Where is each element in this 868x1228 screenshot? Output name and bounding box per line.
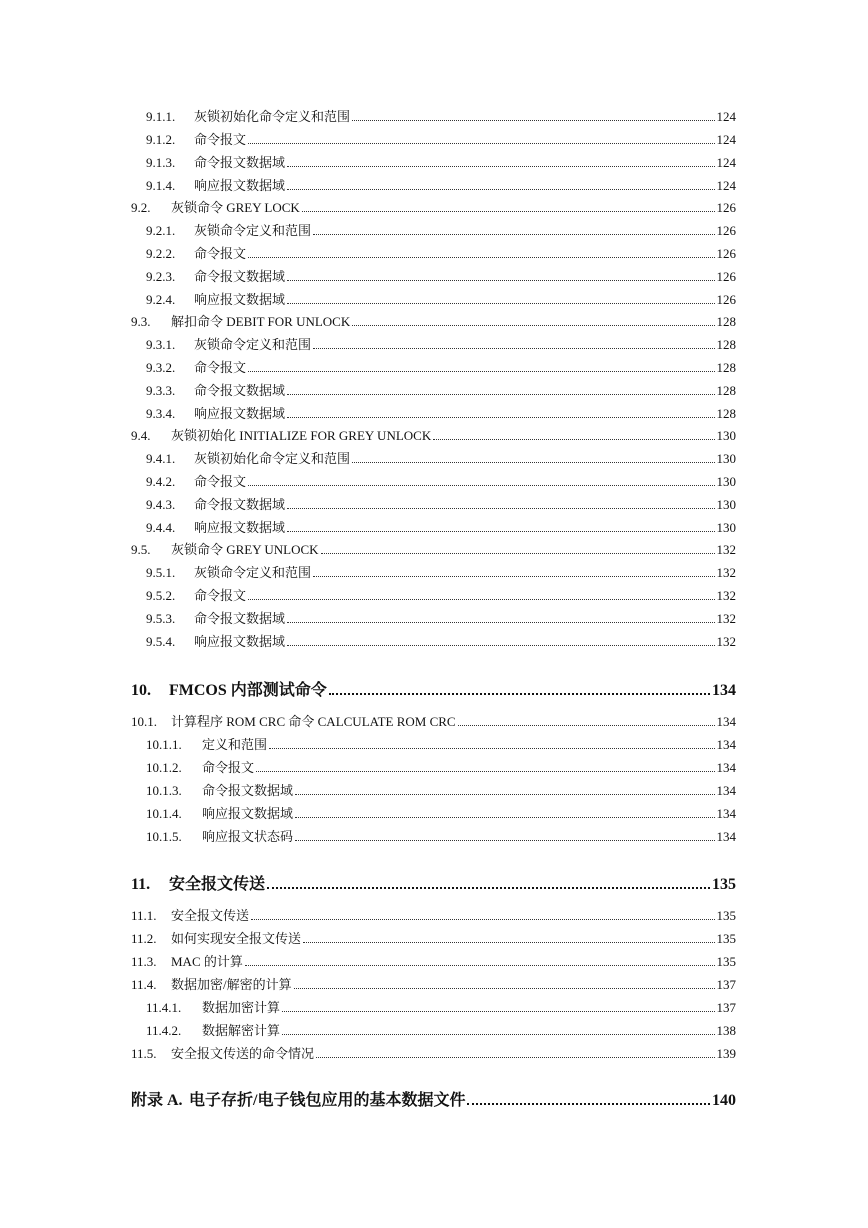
toc-entry[interactable]	[131, 872, 736, 894]
toc-entry-page-number: 135	[716, 908, 736, 923]
toc-entry-page-number: 124	[716, 155, 736, 170]
toc-entry-number: 9.2.	[131, 200, 151, 215]
toc-entry-page-number: 137	[716, 1000, 736, 1015]
toc-entry-page-number: 130	[716, 520, 736, 535]
dot-leader	[256, 771, 714, 772]
toc-entry-title: 安全报文传送	[171, 908, 250, 923]
toc-entry-title: 命令报文数据域	[194, 269, 286, 284]
toc-entry[interactable]	[146, 632, 736, 650]
toc-entry[interactable]	[146, 358, 736, 376]
dot-leader	[467, 1103, 710, 1105]
toc-entry-page-number: 128	[716, 337, 736, 352]
dot-leader	[321, 553, 715, 554]
toc-entry-title: 响应报文状态码	[202, 829, 294, 844]
toc-entry-title: 响应报文数据域	[194, 178, 286, 193]
toc-entry-page-number: 130	[716, 428, 736, 443]
dot-leader	[267, 887, 710, 889]
toc-entry-number: 11.5.	[131, 1046, 157, 1061]
toc-entry-number: 10.1.4.	[146, 806, 182, 821]
toc-entry-number: 9.5.3.	[146, 611, 176, 626]
dot-leader	[295, 794, 714, 795]
toc-entry-number: 9.3.1.	[146, 337, 176, 352]
toc-entry-number: 11.2.	[131, 931, 157, 946]
toc-entry-number: 9.1.1.	[146, 109, 176, 124]
toc-entry-page-number: 128	[716, 406, 736, 421]
toc-entry-number: 9.5.2.	[146, 588, 176, 603]
toc-entry[interactable]	[146, 290, 736, 308]
toc-entry[interactable]	[131, 952, 736, 970]
dot-leader	[313, 234, 714, 235]
toc-entry[interactable]	[146, 176, 736, 194]
toc-entry[interactable]	[146, 130, 736, 148]
toc-entry[interactable]	[146, 735, 736, 753]
toc-entry-number: 10.1.5.	[146, 829, 182, 844]
toc-entry-title: FMCOS 内部测试命令	[169, 682, 327, 699]
toc-entry-page-number: 132	[716, 565, 736, 580]
dot-leader	[248, 599, 714, 600]
toc-entry-title: 安全报文传送的命令情况	[171, 1046, 315, 1061]
toc-entry-page-number: 139	[716, 1046, 736, 1061]
toc-entry-page-number: 126	[716, 292, 736, 307]
toc-entry-page-number: 124	[716, 109, 736, 124]
toc-entry-title: 灰锁命令 GREY UNLOCK	[171, 542, 319, 557]
toc-entry-number: 9.2.1.	[146, 223, 176, 238]
dot-leader	[433, 439, 714, 440]
toc-entry[interactable]	[146, 1021, 736, 1039]
toc-entry-number: 9.5.4.	[146, 634, 176, 649]
toc-entry[interactable]	[146, 107, 736, 125]
toc-entry-title: 响应报文数据域	[194, 634, 286, 649]
toc-entry-number: 9.2.2.	[146, 246, 176, 261]
dot-leader	[303, 942, 714, 943]
toc-entry-title: 命令报文	[194, 246, 247, 261]
toc-entry-title: 灰锁命令 GREY LOCK	[171, 200, 300, 215]
dot-leader	[316, 1057, 714, 1058]
dot-leader	[287, 166, 714, 167]
toc-entry[interactable]	[146, 827, 736, 845]
toc-entry-number: 9.1.4.	[146, 178, 176, 193]
toc-entry-title: 命令报文	[194, 360, 247, 375]
toc-entry-page-number: 134	[712, 682, 736, 699]
toc-entry[interactable]	[146, 758, 736, 776]
toc-entry-number: 9.2.3.	[146, 269, 176, 284]
toc-entry-page-number: 126	[716, 246, 736, 261]
toc-entry-number: 9.3.4.	[146, 406, 176, 421]
toc-entry[interactable]	[146, 609, 736, 627]
toc-entry-page-number: 126	[716, 269, 736, 284]
toc-entry-title: 命令报文	[194, 132, 247, 147]
toc-entry-title: 数据加密计算	[202, 1000, 281, 1015]
dot-leader	[282, 1011, 714, 1012]
toc-entry[interactable]	[131, 1044, 736, 1062]
dot-leader	[248, 371, 714, 372]
toc-entry-number: 10.1.3.	[146, 783, 182, 798]
toc-entry-page-number: 134	[716, 714, 736, 729]
toc-entry-title: 响应报文数据域	[202, 806, 294, 821]
dot-leader	[313, 576, 714, 577]
toc-entry-number: 9.3.2.	[146, 360, 176, 375]
dot-leader	[287, 417, 714, 418]
dot-leader	[287, 531, 714, 532]
toc-entry-page-number: 132	[716, 588, 736, 603]
toc-entry-number: 11.3.	[131, 954, 157, 969]
toc-entry-title: 解扣命令 DEBIT FOR UNLOCK	[171, 314, 351, 329]
dot-leader	[329, 693, 710, 695]
dot-leader	[287, 189, 714, 190]
toc-entry-title: 计算程序 ROM CRC 命令 CALCULATE ROM CRC	[171, 714, 456, 729]
toc-entry-page-number: 132	[716, 634, 736, 649]
toc-entry-number: 9.4.4.	[146, 520, 176, 535]
toc-entry-title: 命令报文数据域	[194, 383, 286, 398]
toc-entry-title: 命令报文	[202, 760, 255, 775]
toc-entry-page-number: 134	[716, 783, 736, 798]
dot-leader	[313, 348, 714, 349]
toc-entry-title: 命令报文数据域	[194, 497, 286, 512]
toc-entry-number: 11.4.	[131, 977, 157, 992]
dot-leader	[352, 325, 714, 326]
toc-entry[interactable]	[146, 781, 736, 799]
toc-entry-page-number: 130	[716, 451, 736, 466]
toc-entry-title: 灰锁命令定义和范围	[194, 337, 312, 352]
toc-entry[interactable]	[131, 929, 736, 947]
toc-entry-number: 9.1.2.	[146, 132, 176, 147]
toc-entry[interactable]	[146, 267, 736, 285]
dot-leader	[248, 143, 714, 144]
toc-entry-title: 响应报文数据域	[194, 520, 286, 535]
toc-entry-number: 9.4.3.	[146, 497, 176, 512]
toc-entry[interactable]	[131, 975, 736, 993]
toc-entry[interactable]	[146, 563, 736, 581]
dot-leader	[248, 257, 714, 258]
toc-entry[interactable]	[131, 1088, 736, 1110]
toc-entry-page-number: 135	[712, 876, 736, 893]
toc-entry-title: 命令报文数据域	[202, 783, 294, 798]
toc-entry-title: 数据加密/解密的计算	[171, 977, 292, 992]
toc-entry-title: 灰锁命令定义和范围	[194, 223, 312, 238]
toc-entry[interactable]	[146, 804, 736, 822]
dot-leader	[352, 120, 714, 121]
toc-entry-title: 命令报文数据域	[194, 611, 286, 626]
toc-entry-number: 9.5.1.	[146, 565, 176, 580]
toc-entry[interactable]	[146, 221, 736, 239]
toc-entry[interactable]	[146, 518, 736, 536]
toc-entry-title: 安全报文传送	[169, 876, 266, 893]
toc-entry-title: MAC 的计算	[171, 954, 243, 969]
dot-leader	[287, 280, 714, 281]
toc-entry-number: 9.1.3.	[146, 155, 176, 170]
toc-entry-number: 9.3.3.	[146, 383, 176, 398]
toc-entry-title: 响应报文数据域	[194, 292, 286, 307]
toc-entry-page-number: 137	[716, 977, 736, 992]
toc-entry-title: 灰锁初始化命令定义和范围	[194, 451, 351, 466]
toc-entry-page-number: 132	[716, 542, 736, 557]
toc-entry-title: 命令报文	[194, 474, 247, 489]
toc-entry-number: 11.4.2.	[146, 1023, 182, 1038]
dot-leader	[287, 645, 714, 646]
toc-entry-page-number: 134	[716, 760, 736, 775]
toc-entry-page-number: 124	[716, 178, 736, 193]
toc-entry-number: 9.3.	[131, 314, 151, 329]
toc-entry[interactable]	[131, 312, 736, 330]
toc-entry[interactable]	[131, 678, 736, 700]
toc-entry-title: 灰锁初始化 INITIALIZE FOR GREY UNLOCK	[171, 428, 432, 443]
toc-entry-number: 10.1.1.	[146, 737, 182, 752]
toc-entry-number: 10.	[131, 682, 151, 699]
dot-leader	[302, 211, 715, 212]
dot-leader	[295, 817, 714, 818]
toc-entry-title: 电子存折/电子钱包应用的基本数据文件	[189, 1092, 466, 1109]
toc-entry[interactable]	[146, 381, 736, 399]
dot-leader	[352, 462, 714, 463]
toc-entry-number: 10.1.2.	[146, 760, 182, 775]
toc-entry-page-number: 134	[716, 806, 736, 821]
toc-entry-number: 附录 A.	[131, 1092, 183, 1109]
toc-entry-page-number: 126	[716, 200, 736, 215]
toc-entry-title: 命令报文数据域	[194, 155, 286, 170]
toc-entry-number: 9.4.	[131, 428, 151, 443]
toc-entry[interactable]	[146, 153, 736, 171]
toc-entry[interactable]	[131, 426, 736, 444]
dot-leader	[294, 988, 715, 989]
toc-entry-number: 11.1.	[131, 908, 157, 923]
toc-entry-title: 灰锁命令定义和范围	[194, 565, 312, 580]
toc-entry-page-number: 134	[716, 829, 736, 844]
toc-entry-page-number: 135	[716, 954, 736, 969]
toc-entry[interactable]	[131, 540, 736, 558]
toc-entry-page-number: 134	[716, 737, 736, 752]
toc-entry-number: 9.5.	[131, 542, 151, 557]
toc-entry-page-number: 128	[716, 314, 736, 329]
toc-entry[interactable]	[146, 998, 736, 1016]
toc-entry-page-number: 138	[716, 1023, 736, 1038]
toc-entry-title: 命令报文	[194, 588, 247, 603]
toc-entry-page-number: 126	[716, 223, 736, 238]
toc-entry[interactable]	[146, 335, 736, 353]
toc-entry[interactable]	[146, 472, 736, 490]
dot-leader	[295, 840, 714, 841]
toc-entry-number: 9.2.4.	[146, 292, 176, 307]
toc-entry[interactable]	[146, 449, 736, 467]
dot-leader	[287, 303, 714, 304]
toc-entry-title: 灰锁初始化命令定义和范围	[194, 109, 351, 124]
dot-leader	[287, 394, 714, 395]
toc-entry-title: 响应报文数据域	[194, 406, 286, 421]
toc-entry-number: 11.	[131, 876, 151, 893]
dot-leader	[282, 1034, 714, 1035]
toc-entry-page-number: 132	[716, 611, 736, 626]
toc-entry-page-number: 130	[716, 474, 736, 489]
toc-entry-page-number: 128	[716, 383, 736, 398]
toc-entry-title: 如何实现安全报文传送	[171, 931, 302, 946]
dot-leader	[251, 919, 714, 920]
toc-entry[interactable]	[146, 244, 736, 262]
toc-entry-number: 9.4.1.	[146, 451, 176, 466]
toc-entry-title: 定义和范围	[202, 737, 268, 752]
dot-leader	[245, 965, 715, 966]
toc-entry-number: 9.4.2.	[146, 474, 176, 489]
dot-leader	[287, 622, 714, 623]
dot-leader	[248, 485, 714, 486]
toc-entry[interactable]	[146, 404, 736, 422]
toc-entry-page-number: 140	[712, 1092, 736, 1109]
toc-entry-number: 10.1.	[131, 714, 157, 729]
toc-entry[interactable]	[131, 198, 736, 216]
toc-entry-page-number: 124	[716, 132, 736, 147]
toc-entry-page-number: 135	[716, 931, 736, 946]
toc-entry-number: 11.4.1.	[146, 1000, 182, 1015]
toc-entry-page-number: 128	[716, 360, 736, 375]
dot-leader	[458, 725, 715, 726]
toc-entry[interactable]	[131, 906, 736, 924]
toc-entry[interactable]	[131, 712, 736, 730]
dot-leader	[269, 748, 714, 749]
toc-entry[interactable]	[146, 495, 736, 513]
toc-entry-page-number: 130	[716, 497, 736, 512]
toc-entry-title: 数据解密计算	[202, 1023, 281, 1038]
toc-entry[interactable]	[146, 586, 736, 604]
dot-leader	[287, 508, 714, 509]
